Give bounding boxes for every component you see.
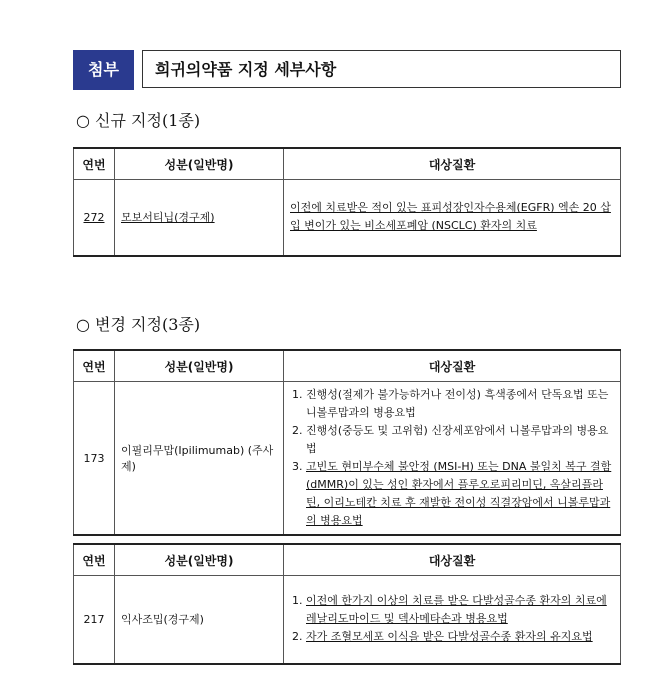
row-no: 217 [74, 576, 115, 664]
col-ingredient: 성분(일반명) [115, 148, 284, 180]
col-ingredient: 성분(일반명) [115, 350, 284, 382]
disease-item: 3. 고빈도 현미부수체 불안정 (MSI-H) 또는 DNA 불일치 복구 결함 (dMMR)이 있는 성인 환자에서 플루오로피리미딘, 옥살리플라틴, 이리노테칸 치료 후 재발한 전이성 직결장암에서 니볼루맙과의 병용요법 [306, 458, 614, 530]
section-title-new: ○ 신규 지정(1종) [76, 111, 201, 130]
table-header-row [74, 148, 621, 180]
disease-item: 1. 이전에 한가지 이상의 치료를 받은 다발성골수종 환자의 치료에 레날리도마이드 및 덱사메타손과 병용요법 [306, 592, 614, 628]
new-designation-table [73, 147, 621, 257]
row-ingredient: 모보서티닙(경구제) [115, 180, 284, 256]
col-no: 연번 [74, 350, 115, 382]
attachment-badge: 첨부 [73, 50, 134, 90]
col-disease: 대상질환 [284, 148, 621, 180]
col-no: 연번 [74, 148, 115, 180]
table-row [74, 180, 621, 256]
row-ingredient: 이필리무맙(Ipilimumab) (주사제) [115, 382, 284, 536]
row-disease [284, 382, 621, 536]
table-header-row [74, 544, 621, 576]
section-title-changed: ○ 변경 지정(3종) [76, 315, 201, 334]
col-disease: 대상질환 [284, 544, 621, 576]
changed-designation-table-2 [73, 543, 621, 665]
row-ingredient: 익사조밉(경구제) [115, 576, 284, 664]
header [73, 50, 621, 90]
row-no: 272 [74, 180, 115, 256]
disease-item: 1. 진행성(절제가 불가능하거나 전이성) 흑색종에서 단독요법 또는 니볼루맙과의 병용요법 [306, 386, 614, 422]
col-no: 연번 [74, 544, 115, 576]
col-disease: 대상질환 [284, 350, 621, 382]
row-disease [284, 576, 621, 664]
row-disease: 이전에 치료받은 적이 있는 표피성장인자수용체(EGFR) 엑손 20 삽입 변이가 있는 비소세포폐암 (NSCLC) 환자의 치료 [284, 180, 621, 256]
col-ingredient: 성분(일반명) [115, 544, 284, 576]
disease-item: 2. 진행성(중등도 및 고위험) 신장세포암에서 니볼루맙과의 병용요법 [306, 422, 614, 458]
document-title: 희귀의약품 지정 세부사항 [142, 50, 621, 88]
changed-designation-table [73, 349, 621, 536]
table-row [74, 382, 621, 536]
table-header-row [74, 350, 621, 382]
table-row [74, 576, 621, 664]
row-no: 173 [74, 382, 115, 536]
disease-item: 2. 자가 조혈모세포 이식을 받은 다발성골수종 환자의 유지요법 [306, 628, 614, 646]
